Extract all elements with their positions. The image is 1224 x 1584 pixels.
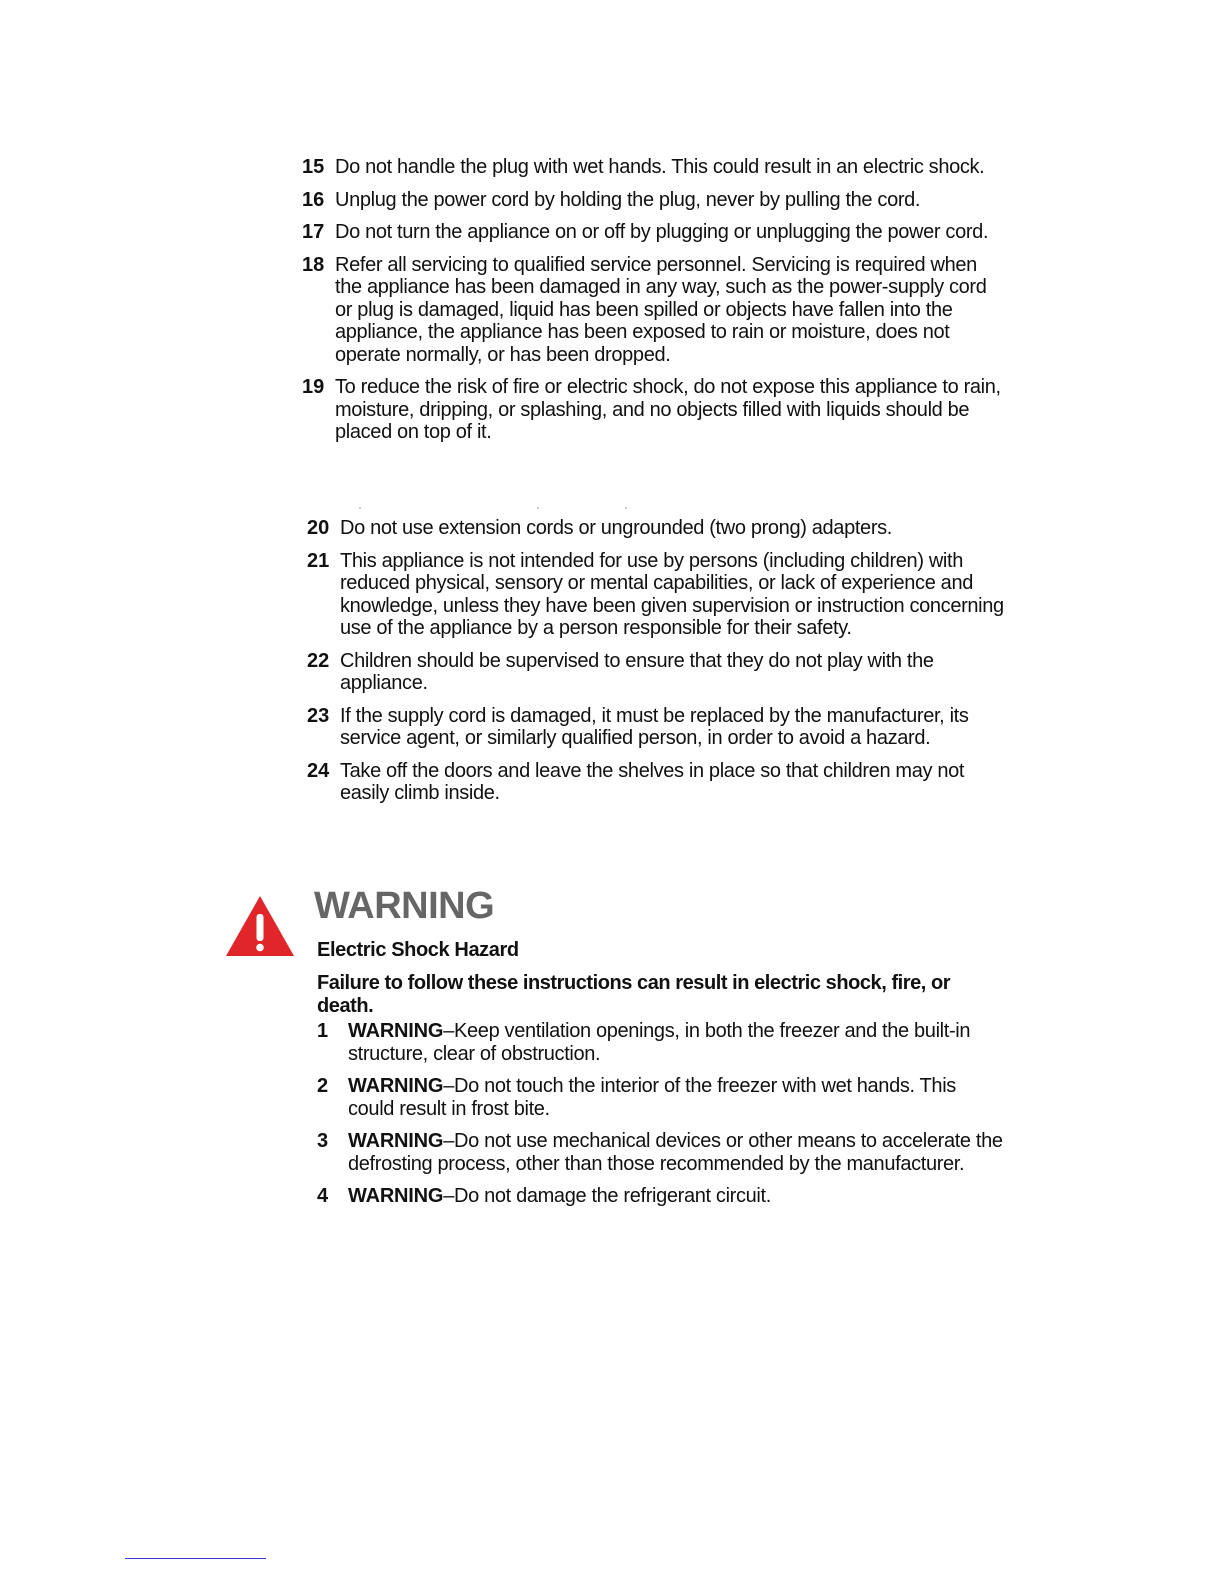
item-number: 4 xyxy=(317,1185,329,1207)
item-text: –Keep ventilation openings, in both the freezer and the built-in structure, clear of obstruction. xyxy=(348,1020,971,1065)
warning-label: WARNING xyxy=(348,1185,444,1207)
item-text: Do not turn the appliance on or off by plugging or unplugging the power cord. xyxy=(335,221,989,243)
warning-list xyxy=(317,1020,1007,1218)
list-item xyxy=(302,376,1002,444)
list-item xyxy=(307,517,1007,540)
item-number: 3 xyxy=(317,1130,329,1152)
list-item xyxy=(307,550,1007,640)
item-number: 18 xyxy=(302,253,325,276)
warning-title: WARNING xyxy=(314,885,495,927)
warning-label: WARNING xyxy=(348,1130,444,1152)
list-item xyxy=(317,1185,1007,1208)
item-text: Refer all servicing to qualified service personnel. Servicing is required when the appliance has been damaged in any way, such as the power-supply cord or plug is damaged, liquid has been spilled or objects have fallen into the appliance, the appliance has been exposed to rain or moisture, does not operate normally, or has been dropped. xyxy=(335,253,987,366)
item-text: Children should be supervised to ensure that they do not play with the appliance. xyxy=(340,649,934,694)
item-number: 16 xyxy=(302,188,325,211)
footer-rule xyxy=(125,1558,266,1559)
item-text: –Do not touch the interior of the freezer with wet hands. This could result in frost bite. xyxy=(348,1075,956,1120)
exclamation-dot xyxy=(256,944,264,952)
warning-subtitle: Electric Shock Hazard xyxy=(317,939,519,961)
safety-instructions-list-2 xyxy=(307,517,1007,815)
item-text: Do not use extension cords or ungrounded (two prong) adapters. xyxy=(340,517,892,539)
item-number: 20 xyxy=(307,517,330,539)
item-number: 23 xyxy=(307,704,330,727)
safety-instructions-list-1 xyxy=(302,156,1002,454)
item-text: Do not handle the plug with wet hands. This could result in an electric shock. xyxy=(335,156,985,178)
item-text: This appliance is not intended for use by persons (including children) with reduced physical, sensory or mental capabilities, or lack of experience and knowledge, unless they have been given supervision or instruction concerning use of the appliance by a person responsible for their safety. xyxy=(340,549,1004,639)
list-item xyxy=(317,1020,1007,1065)
item-number: 1 xyxy=(317,1020,329,1042)
item-text: If the supply cord is damaged, it must be replaced by the manufacturer, its service agent, or similarly qualified person, in order to avoid a hazard. xyxy=(340,704,969,749)
list-item xyxy=(317,1075,1007,1120)
list-item xyxy=(317,1130,1007,1175)
item-number: 22 xyxy=(307,649,330,672)
item-number: 19 xyxy=(302,376,325,398)
list-item xyxy=(307,650,1007,695)
list-item xyxy=(307,705,1007,750)
list-item xyxy=(302,189,1002,212)
item-number: 2 xyxy=(317,1075,329,1097)
list-item xyxy=(302,254,1002,367)
item-text: –Do not damage the refrigerant circuit. xyxy=(443,1185,771,1207)
item-number: 24 xyxy=(307,759,330,782)
item-text: Take off the doors and leave the shelves in place so that children may not easily climb inside. xyxy=(340,759,965,804)
list-item xyxy=(307,760,1007,805)
list-item xyxy=(302,221,1002,244)
item-number: 17 xyxy=(302,221,325,243)
item-number: 15 xyxy=(302,156,325,178)
warning-label: WARNING xyxy=(348,1020,444,1042)
warning-label: WARNING xyxy=(348,1075,444,1097)
item-text: Unplug the power cord by holding the plug, never by pulling the cord. xyxy=(335,188,921,211)
item-text: –Do not use mechanical devices or other means to accelerate the defrosting process, other than those recommended by the manufacturer. xyxy=(348,1130,1003,1175)
item-number: 21 xyxy=(307,549,330,572)
scan-artifact-marks xyxy=(358,505,638,511)
list-item xyxy=(302,156,1002,179)
warning-triangle-icon xyxy=(224,894,296,958)
exclamation-bar xyxy=(257,914,264,941)
warning-note: Failure to follow these instructions can result in electric shock, fire, or death. xyxy=(317,972,951,1017)
item-text: To reduce the risk of fire or electric shock, do not expose this appliance to rain, moisture, dripping, or splashing, and no objects filled with liquids should be placed on top of it. xyxy=(335,376,1001,443)
